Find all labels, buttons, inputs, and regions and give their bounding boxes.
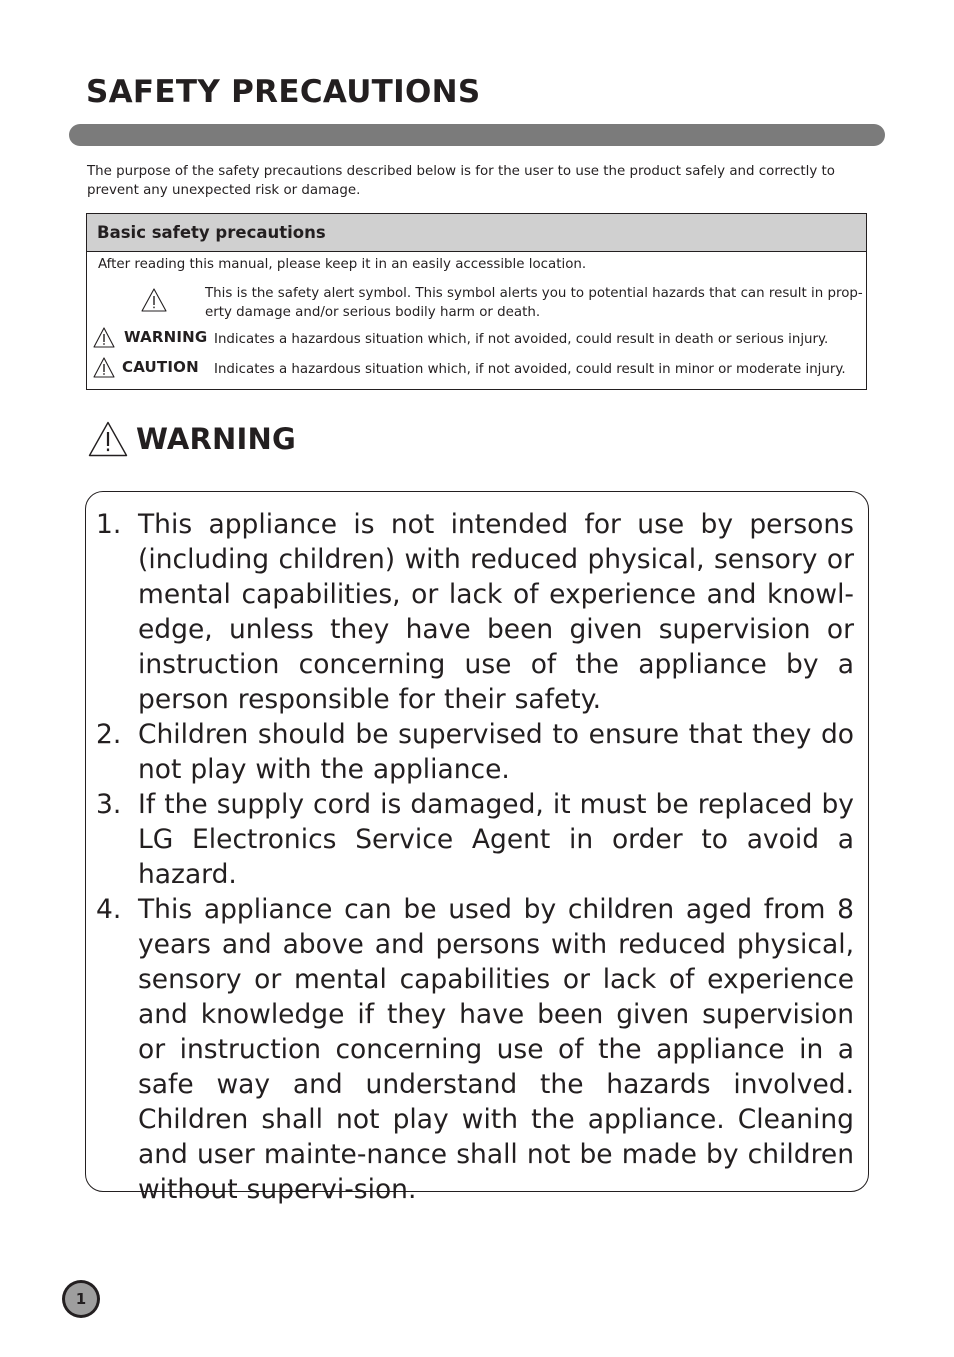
caution-triangle-icon <box>93 357 115 378</box>
warning-item-text: Children should be supervised to ensure that they do not play with the appliance. <box>138 719 854 785</box>
warning-items-box <box>85 491 869 1205</box>
warning-heading-label: WARNING <box>136 422 296 456</box>
warning-triangle-icon <box>88 421 128 457</box>
warning-item-3 <box>86 787 868 892</box>
warning-level-label: WARNING <box>124 328 208 346</box>
warning-item-text: This appliance is not intended for use by persons (including children) with reduced physical, sensory or mental capabilities, or lack of experience and knowl-edge, unless they have been given supervision or instruction concerning use of the appliance by a person responsible for their safety. <box>138 509 854 715</box>
warning-item-text: If the supply cord is damaged, it must be replaced by LG Electronics Service Agent in order to avoid a hazard. <box>138 789 854 890</box>
warning-item-1 <box>86 507 868 717</box>
page-title: SAFETY PRECAUTIONS <box>86 74 481 110</box>
safety-alert-symbol-icon <box>141 288 167 312</box>
warning-list <box>86 507 868 1207</box>
warning-item-4 <box>86 892 868 1207</box>
page-number: 1 <box>65 1283 97 1315</box>
keep-manual-note: After reading this manual, please keep it in an easily accessible location. <box>98 257 587 272</box>
warning-item-number: 3. <box>96 789 122 820</box>
title-divider-bar <box>69 124 885 146</box>
page-number-badge <box>62 1280 100 1318</box>
warning-item-number: 1. <box>96 509 122 540</box>
warning-item-text: This appliance can be used by children aged from 8 years and above and persons with reduced physical, sensory or mental capabilities or lack of experience and knowledge if they have been given supervision or instruction concerning use of the appliance in a safe way and understand the hazards involved. Children shall not play with the appliance. Cleaning and user mainte-nance shall not be made by children without supervi-sion. <box>138 894 854 1205</box>
warning-level-description: Indicates a hazardous situation which, if not avoided, could result in death or serious injury. <box>214 332 829 347</box>
warning-item-number: 2. <box>96 719 122 750</box>
warning-item-2 <box>86 717 868 787</box>
caution-level-description: Indicates a hazardous situation which, if not avoided, could result in minor or moderate injury. <box>214 362 846 377</box>
safety-alert-symbol-description: This is the safety alert symbol. This symbol alerts you to potential hazards that can result in prop-erty damage and/or serious bodily harm or death. <box>205 286 863 320</box>
basic-precautions-heading: Basic safety precautions <box>87 214 866 252</box>
warning-item-number: 4. <box>96 894 122 925</box>
intro-text: The purpose of the safety precautions described below is for the user to use the product safely and correctly to prevent any unexpected risk or damage. <box>87 164 836 198</box>
warning-triangle-icon <box>93 327 115 348</box>
basic-precautions-box <box>86 213 867 390</box>
caution-level-label: CAUTION <box>122 358 199 376</box>
